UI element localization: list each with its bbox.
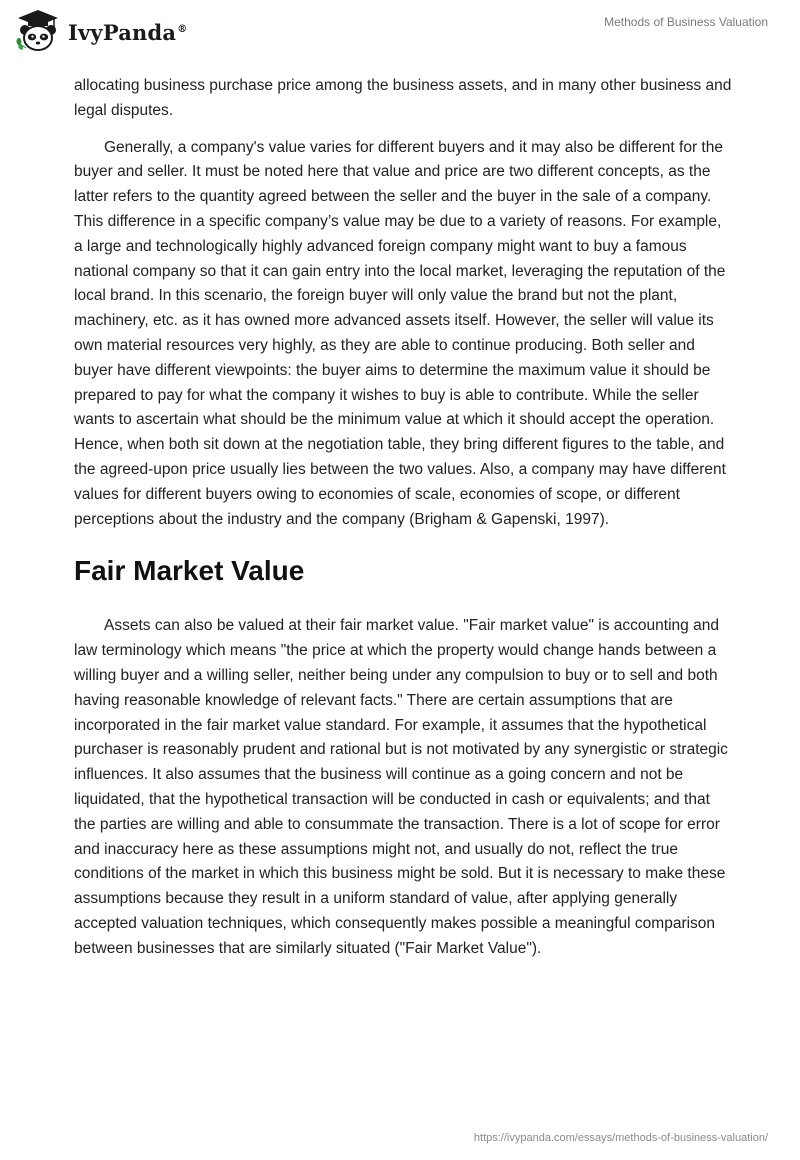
source-url[interactable]: https://ivypanda.com/essays/methods-of-business-valuation/	[473, 1132, 768, 1144]
paragraph-company-value: Generally, a company's value varies for different buyers and it may also be different for the buyer and seller. It must be noted here that value and price are two different concepts, as the latter refers to the quantity agreed between the seller and the buyer in the sale of a company. This difference in a specific company’s value may be due to a variety of reasons. For example, a large and technologically highly advanced foreign company might want to buy a famous national company so that it can gain entry into the local market, leveraging the reputation of the local brand. In this scenario, the foreign buyer will only value the brand but not the plant, machinery, etc. as it has owned more advanced assets itself. However, the seller will value its own material resources very highly, as they are able to continue producing. Both seller and buyer have different viewpoints: the buyer aims to determine the maximum value it should be prepared to pay for what the company it wishes to buy is able to contribute. While the seller wants to ascertain what should be the minimum value at which it should accept the operation. Hence, when both sit down at the negotiation table, they bring different figures to the table, and the agreed-upon price usually lies between the two values. Also, a company may have different values for different buyers owing to economies of scale, economies of scope, or different perceptions about the industry and the company (Brigham & Gapenski, 1997).	[74, 138, 726, 528]
essay-body	[74, 74, 734, 962]
brand-logo[interactable]	[14, 8, 187, 54]
registered-mark: ®	[177, 23, 188, 35]
brand-name: IvyPanda®	[68, 19, 188, 45]
panda-graduate-icon	[14, 8, 62, 54]
page-header	[0, 0, 800, 62]
paragraph-fair-market-value: Assets can also be valued at their fair market value. "Fair market value" is accounting and law terminology which means "the price at which the property would change hands between a willing buyer and a willing seller, neither being under any compulsion to buy or to sell and both having reasonable knowledge of relevant facts." There are certain assumptions that are incorporated in the fair market value standard. For example, it assumes that the hypothetical purchaser is reasonably prudent and rational but is not motivated by any synergistic or strategic influences. It also assumes that the business will continue as a going concern and not be liquidated, that the hypothetical transaction will be conducted in cash or equivalents; and that the parties are willing and able to consummate the transaction. There is a lot of scope for error and inaccuracy here as these assumptions might not, and usually do not, reflect the true conditions of the market in which this business might be sold. But it is necessary to make these assumptions because they result in a uniform standard of value, after applying generally accepted valuation techniques, which consequently makes possible a meaningful comparison between businesses that are similarly situated ("Fair Market Value").	[74, 617, 728, 957]
section-heading: Fair Market Value	[74, 555, 305, 587]
paragraph-continuation: allocating business purchase price among the business assets, and in many other business and legal disputes.	[74, 77, 732, 119]
document-title: Methods of Business Valuation	[604, 15, 768, 29]
